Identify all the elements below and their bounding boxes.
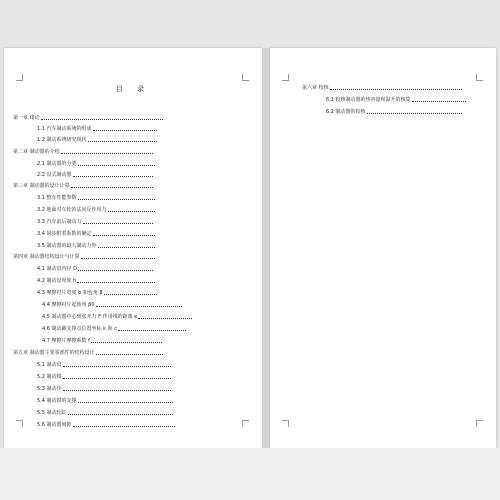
toc-entry-text: 第五章 制动器主要零部件的结构设计 — [13, 350, 95, 356]
toc-entry[interactable] — [37, 125, 157, 133]
toc-leader-dots — [63, 390, 171, 391]
toc-entry-text: 5.6 制动器间隙 — [37, 422, 72, 428]
toc-leader-dots — [91, 342, 162, 343]
toc-entry-text: 5.1 制动盘 — [37, 362, 62, 368]
toc-entry-text: 1.2 制动系统研究现状 — [37, 137, 87, 143]
toc-entry-text: 5.3 制动块 — [37, 386, 62, 392]
toc-entry[interactable] — [37, 277, 155, 285]
toc-entry[interactable] — [42, 301, 182, 309]
toc-leader-dots — [412, 101, 466, 102]
toc-leader-dots — [73, 426, 175, 427]
toc-entry[interactable] — [13, 349, 163, 357]
toc-entry[interactable] — [42, 313, 192, 321]
toc-leader-dots — [78, 165, 155, 166]
crop-mark-top-right — [242, 74, 249, 81]
crop-mark-bottom-left — [282, 420, 289, 427]
toc-leader-dots — [68, 414, 173, 415]
crop-mark-top-right — [476, 74, 483, 81]
toc-leader-dots — [78, 402, 173, 403]
document-page-left — [4, 48, 262, 448]
toc-entry-text: 3.4 同步附着系数的确定 — [37, 231, 92, 237]
toc-leader-dots — [367, 113, 462, 114]
toc-entry-text: 第三章 制动器的设计计算 — [13, 183, 70, 189]
toc-entry-text: 3.5 制动器的最大制动力矩 — [37, 243, 97, 249]
toc-entry-text: 5.4 制动钳的支撑 — [37, 398, 77, 404]
toc-entry[interactable] — [37, 242, 155, 250]
toc-entry-text: 2.1 制动器的分类 — [37, 161, 77, 167]
toc-entry-text: 第六章 校核 — [302, 85, 329, 91]
toc-leader-dots — [77, 282, 155, 283]
toc-entry-text: 4.3 摩擦衬片宽度 b 和包角 β — [37, 290, 103, 296]
toc-entry[interactable] — [37, 289, 157, 297]
toc-leader-dots — [93, 130, 157, 131]
toc-entry[interactable] — [37, 373, 171, 381]
toc-entry-text: 3.3 汽车前后制动力 — [37, 219, 82, 225]
toc-entry[interactable] — [37, 265, 153, 273]
document-page-right — [270, 48, 496, 448]
page-gap — [262, 48, 270, 448]
toc-leader-dots — [96, 306, 182, 307]
toc-entry[interactable] — [37, 136, 157, 144]
toc-leader-dots — [138, 318, 192, 319]
toc-entry[interactable] — [37, 397, 173, 405]
toc-entry[interactable] — [37, 194, 155, 202]
toc-entry[interactable] — [37, 385, 171, 393]
toc-entry-text: 5.5 制动轮缸 — [37, 410, 67, 416]
toc-leader-dots — [63, 378, 171, 379]
toc-entry-text: 第四章 制动器结构设计与计算 — [13, 254, 80, 260]
toc-entry-text: 2.2 盘式制动器 — [37, 172, 72, 178]
toc-leader-dots — [83, 223, 153, 224]
toc-entry[interactable] — [37, 230, 155, 238]
toc-leader-dots — [78, 270, 153, 271]
toc-entry[interactable] — [37, 160, 155, 168]
toc-entry[interactable] — [37, 206, 155, 214]
toc-entry-text: 6.1 校核制动器的热容量和温升的核算 — [326, 97, 411, 103]
toc-entry[interactable] — [326, 96, 466, 104]
toc-entry-text: 第二章 制动器的介绍 — [13, 149, 60, 155]
toc-leader-dots — [71, 187, 153, 188]
crop-mark-top-left — [16, 74, 23, 81]
toc-leader-dots — [61, 153, 153, 154]
crop-mark-bottom-left — [16, 420, 23, 427]
toc-entry[interactable] — [42, 325, 186, 333]
toc-entry[interactable] — [37, 218, 153, 226]
toc-entry[interactable] — [37, 421, 175, 429]
toc-entry[interactable] — [37, 171, 153, 179]
toc-leader-dots — [96, 354, 163, 355]
toc-leader-dots — [41, 119, 163, 120]
toc-leader-dots — [73, 176, 153, 177]
toc-entry-text: 4.7 摩擦片摩擦系数 f — [42, 338, 90, 344]
toc-entry-text: 4.4 摩擦衬片起始角 β0 — [42, 302, 95, 308]
toc-leader-dots — [330, 89, 462, 90]
crop-mark-bottom-right — [476, 420, 483, 427]
toc-entry-text: 4.2 制动盘厚度 h — [37, 278, 77, 284]
crop-mark-bottom-right — [242, 420, 249, 427]
toc-leader-dots — [93, 235, 155, 236]
toc-entry-text: 4.6 制动蹄支撑点位置坐标 k 和 c — [42, 326, 117, 332]
toc-entry-text: 4.1 制动盘内径 D — [37, 266, 77, 272]
toc-entry-text: 4.5 制动器中心到张开力 F 作用线的距离 e — [42, 314, 138, 320]
toc-entry-text: 1.1 汽车制动系统的组成 — [37, 126, 92, 132]
toc-leader-dots — [98, 247, 155, 248]
toc-leader-dots — [78, 199, 155, 200]
toc-entry[interactable] — [13, 114, 163, 122]
toc-leader-dots — [118, 330, 186, 331]
window-bottom-area — [0, 448, 500, 500]
crop-mark-top-left — [282, 74, 289, 81]
toc-entry[interactable] — [13, 182, 153, 190]
toc-entry-text: 3.1 整车性能参数 — [37, 195, 77, 201]
toc-entry[interactable] — [37, 409, 173, 417]
toc-leader-dots — [108, 211, 155, 212]
toc-leader-dots — [88, 141, 157, 142]
toc-entry-text: 5.2 制动钳 — [37, 374, 62, 380]
toc-entry[interactable] — [13, 148, 153, 156]
toc-entry-text: 6.2 制动器的校核 — [326, 109, 366, 115]
toc-leader-dots — [81, 258, 155, 259]
toc-title: 目 录 — [115, 85, 151, 93]
toc-entry[interactable] — [37, 361, 171, 369]
toc-entry[interactable] — [326, 108, 462, 116]
toc-entry[interactable] — [13, 253, 155, 261]
toc-entry-text: 第一章 绪论 — [13, 115, 40, 121]
toc-entry[interactable] — [302, 84, 462, 92]
toc-leader-dots — [63, 366, 171, 367]
toc-entry[interactable] — [42, 337, 162, 345]
toc-leader-dots — [104, 294, 157, 295]
toc-entry-text: 3.2 地面对车轮的法向反作用力 — [37, 207, 107, 213]
